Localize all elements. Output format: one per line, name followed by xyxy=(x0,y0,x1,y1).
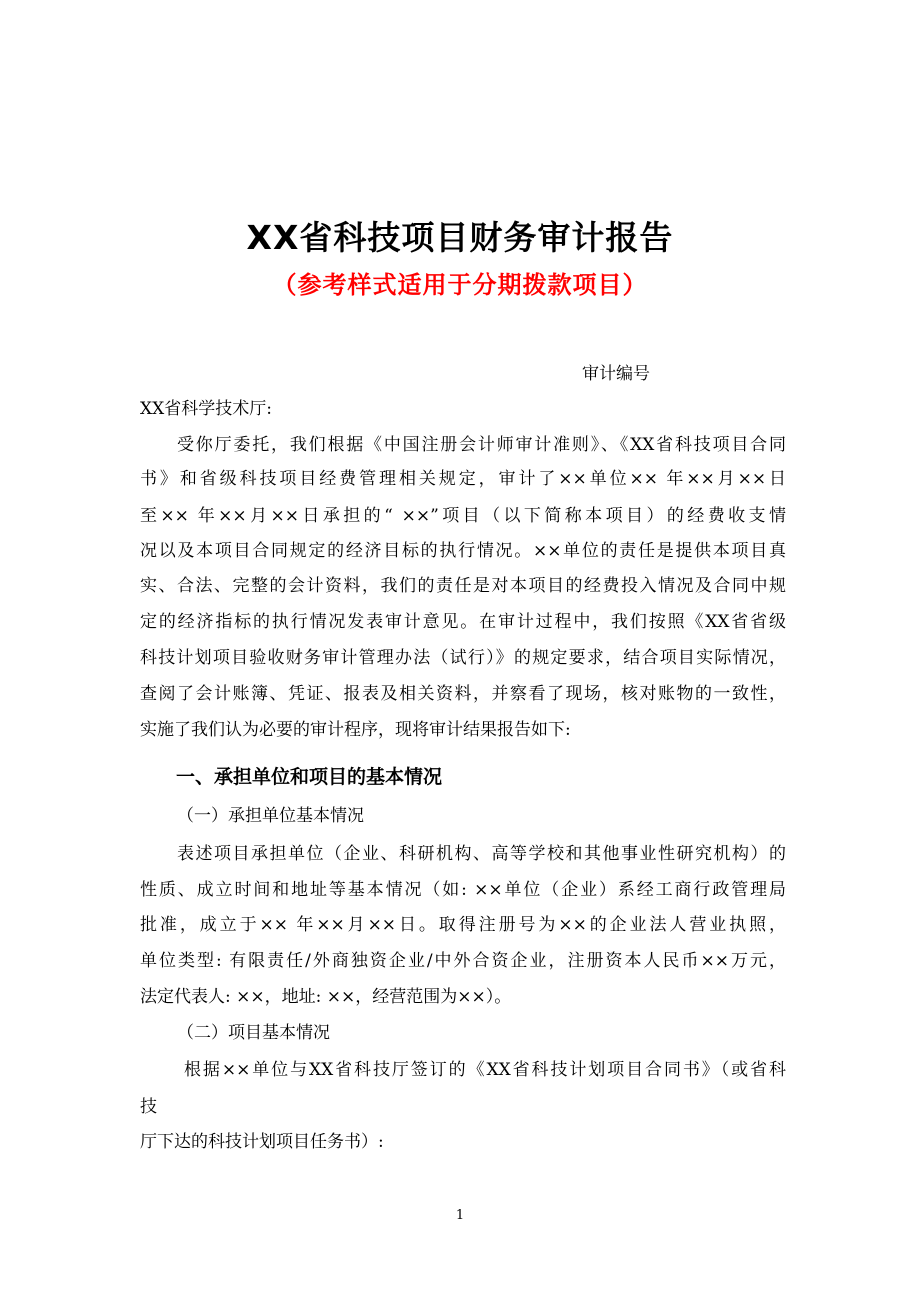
subsection-2-line-1: 根据××单位与XX省科技厅签订的《XX省科技计划项目合同书》（或省科 xyxy=(184,1060,786,1080)
intro-line-4: 况以及本项目合同规定的经济目标的执行情况。××单位的责任是提供本项目真 xyxy=(140,541,786,561)
intro-line-7: 科技计划项目验收财务审计管理办法（试行）》的规定要求，结合项目实际情况， xyxy=(140,648,786,668)
subsection-1-line-3: 批准，成立于×× 年××月××日。取得注册号为××的企业法人营业执照， xyxy=(140,915,786,935)
subsection-1-line-2: 性质、成立时间和地址等基本情况（如: ××单位（企业）系经工商行政管理局 xyxy=(140,880,786,900)
subsection-2-line-2: 技 xyxy=(140,1097,157,1117)
report-title: XX省科技项目财务审计报告 xyxy=(246,218,674,257)
intro-line-1: 受你厅委托，我们根据《中国注册会计师审计准则》、《XX省科技项目合同 xyxy=(177,435,786,455)
addressee: XX省科学技术厅: xyxy=(140,399,272,419)
subsection-2-line-3: 厅下达的科技计划项目任务书）: xyxy=(140,1132,384,1152)
subsection-1-line-4: 单位类型: 有限责任/外商独资企业/中外合资企业，注册资本人民币××万元， xyxy=(140,951,786,971)
intro-line-3: 至×× 年××月××日承担的“ ××”项目（以下简称本项目）的经费收支情 xyxy=(140,506,786,526)
intro-line-5: 实、合法、完整的会计资料，我们的责任是对本项目的经费投入情况及合同中规 xyxy=(140,576,786,596)
intro-line-6: 定的经济指标的执行情况发表审计意见。在审计过程中，我们按照《XX省省级 xyxy=(140,612,786,632)
section-1-heading: 一、承担单位和项目的基本情况 xyxy=(176,766,443,788)
intro-line-8: 查阅了会计账簿、凭证、报表及相关资料，并察看了现场，核对账物的一致性， xyxy=(140,684,786,704)
intro-line-9: 实施了我们认为必要的审计程序，现将审计结果报告如下: xyxy=(140,720,571,740)
intro-line-2: 书》和省级科技项目经费管理相关规定，审计了××单位×× 年××月××日 xyxy=(140,469,786,489)
subsection-1-heading: （一）承担单位基本情况 xyxy=(177,806,364,826)
subsection-2-heading: （二）项目基本情况 xyxy=(177,1023,330,1043)
page-number: 1 xyxy=(455,1208,465,1223)
report-subtitle: （参考样式适用于分期拨款项目） xyxy=(272,271,648,299)
subsection-1-line-5: 法定代表人: ××，地址: ××，经营范围为××）。 xyxy=(140,987,512,1007)
audit-number-label: 审计编号 xyxy=(582,364,650,384)
subsection-1-line-1: 表述项目承担单位（企业、科研机构、高等学校和其他事业性研究机构）的 xyxy=(177,844,786,864)
